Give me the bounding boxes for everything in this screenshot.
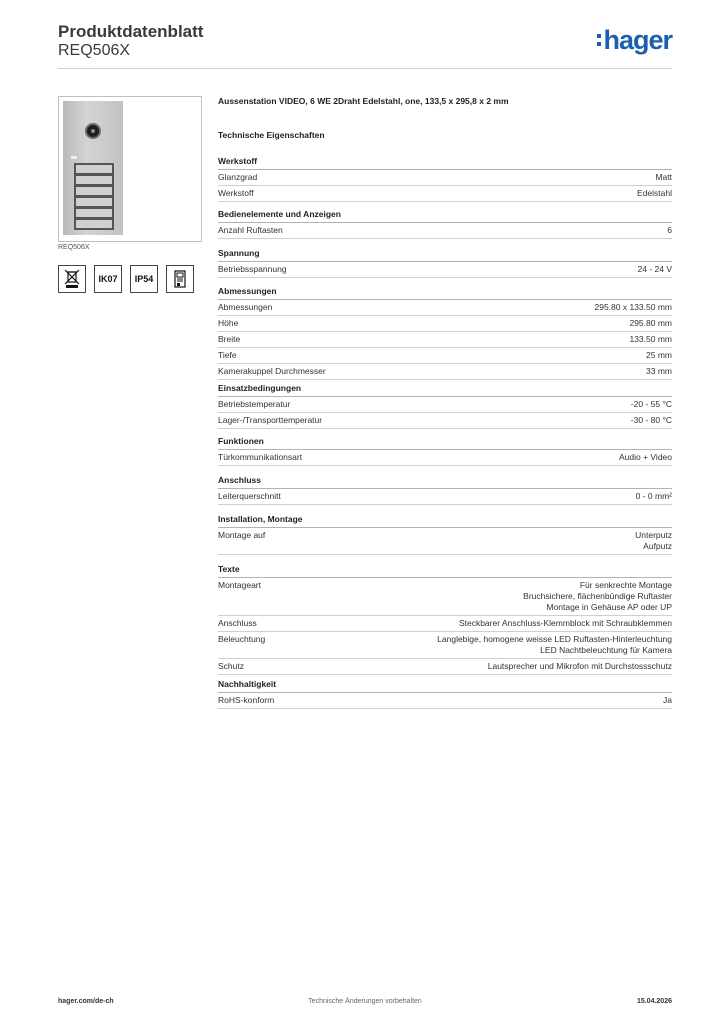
spec-value-line: 24 - 24 V [637,264,672,274]
spec-label: Montageart [218,580,261,590]
spec-section [218,383,672,429]
spec-value-line: 33 mm [646,366,672,376]
spec-row [218,578,672,616]
spec-value [459,618,672,629]
spec-value-line: Edelstahl [637,188,672,198]
spec-value [637,188,672,199]
spec-value-line: -20 - 55 °C [630,399,672,409]
spec-row [218,450,672,466]
spec-row [218,316,672,332]
spec-row [218,262,672,278]
section-title: Werkstoff [218,156,672,170]
spec-row [218,489,672,505]
spec-value [437,634,672,656]
product-image-caption: REQ506X [58,244,90,251]
spec-value-line: Steckbarer Anschluss-Klemmblock mit Schraubklemmen [458,618,672,628]
spec-row [218,364,672,380]
ip-rating-badge: IP54 [130,265,158,293]
spec-label: Tiefe [218,350,237,360]
spec-label: Anschluss [218,618,257,628]
spec-row [218,348,672,364]
spec-section [218,248,672,278]
logo-dots-icon [597,34,601,46]
spec-value-line: Unterputz [635,530,672,540]
spec-label: Lager-/Transporttemperatur [218,415,323,425]
spec-row [218,332,672,348]
ik-rating-badge: IK07 [94,265,122,293]
spec-value [636,491,672,502]
section-title: Spannung [218,248,672,262]
spec-row [218,528,672,555]
spec-value-line: 6 [667,225,672,235]
spec-row [218,413,672,429]
hager-logo [597,26,672,54]
spec-section [218,436,672,466]
spec-value-line: Für senkrechte Montage [579,580,672,590]
spec-label: Leiterquerschnitt [218,491,281,501]
spec-section [218,514,672,555]
spec-row [218,170,672,186]
section-title: Bedienelemente und Anzeigen [218,209,672,223]
spec-row [218,693,672,709]
spec-value [619,452,672,463]
spec-section [218,679,672,709]
spec-value [646,366,672,377]
spec-label: Werkstoff [218,188,254,198]
spec-value [631,399,672,410]
spec-label: Anzahl Ruftasten [218,225,283,235]
section-title: Installation, Montage [218,514,672,528]
page-header [58,20,672,70]
section-title: Texte [218,564,672,578]
spec-value-line: Ja [663,695,672,705]
spec-value [638,264,673,275]
spec-value-line: LED Nachtbeleuchtung für Kamera [540,645,672,655]
certification-badges [58,265,194,293]
spec-row [218,223,672,239]
spec-value-line: 295.80 mm [629,318,672,328]
spec-row [218,186,672,202]
product-heading: Aussenstation VIDEO, 6 WE 2Draht Edelstahl, one, 133,5 x 295,8 x 2 mm [218,96,509,106]
spec-label: Betriebsspannung [218,264,287,274]
spec-label: Montage auf [218,530,266,540]
crossed-bin-icon [58,265,86,293]
section-title: Einsatzbedingungen [218,383,672,397]
spec-label: Kamerakuppel Durchmesser [218,366,326,376]
spec-value-line: 295.80 x 133.50 mm [594,302,672,312]
spec-row [218,397,672,413]
spec-value-line: 25 mm [646,350,672,360]
datasheet-icon [166,265,194,293]
spec-value-line: Matt [655,172,672,182]
spec-section [218,209,672,239]
document-title: Produktdatenblatt [58,22,204,41]
spec-value [667,225,672,236]
spec-value-line: Langlebige, homogene weisse LED Ruftasten-Hinterleuchtung [437,634,672,644]
product-image [58,96,202,242]
spec-section [218,564,672,675]
spec-row [218,632,672,659]
logo-text: hager [603,24,672,55]
footer-note: Technische Änderungen vorbehalten [308,998,422,1005]
spec-value-line: 133.50 mm [629,334,672,344]
spec-value-line: 0 - 0 mm² [635,491,672,501]
spec-label: Glanzgrad [218,172,258,182]
spec-row [218,659,672,675]
spec-row [218,616,672,632]
spec-label: Abmessungen [218,302,273,312]
spec-label: Breite [218,334,241,344]
spec-label: Beleuchtung [218,634,266,644]
spec-label: RoHS-konform [218,695,275,705]
section-title: Abmessungen [218,286,672,300]
spec-value [663,695,672,706]
spec-label: Türkommunikationsart [218,452,303,462]
spec-value-line: Audio + Video [618,452,672,462]
spec-label: Betriebstemperatur [218,399,291,409]
spec-section [218,286,672,380]
spec-value [595,302,673,313]
technical-properties-heading: Technische Eigenschaften [218,130,325,140]
spec-value-line: Lautsprecher und Mikrofon mit Durchstossschutz [487,661,672,671]
microphone-slot [71,156,77,159]
section-title: Nachhaltigkeit [218,679,672,693]
spec-label: Schutz [218,661,244,671]
spec-value [629,334,672,345]
spec-value-line: Bruchsichere, flächenbündige Ruftaster [523,591,672,601]
spec-section [218,475,672,505]
spec-value [629,318,672,329]
spec-section [218,156,672,202]
spec-value [523,580,672,613]
section-title: Funktionen [218,436,672,450]
call-button-graphic [74,218,114,230]
header-divider [58,68,672,69]
spec-value-line: Aufputz [643,541,672,551]
spec-value [488,661,672,672]
spec-value [631,415,672,426]
spec-value-line: Montage in Gehäuse AP oder UP [546,602,672,612]
spec-value-line: -30 - 80 °C [630,415,672,425]
spec-value [635,530,672,552]
camera-icon [85,123,101,139]
door-station-panel [63,101,123,235]
footer-website-link[interactable]: hager.com/de-ch [58,998,114,1005]
footer-date: 15.04.2026 [636,998,672,1005]
spec-label: Höhe [218,318,239,328]
spec-value [655,172,672,183]
spec-value [646,350,672,361]
document-subtitle: REQ506X [58,42,131,59]
section-title: Anschluss [218,475,672,489]
spec-row [218,300,672,316]
